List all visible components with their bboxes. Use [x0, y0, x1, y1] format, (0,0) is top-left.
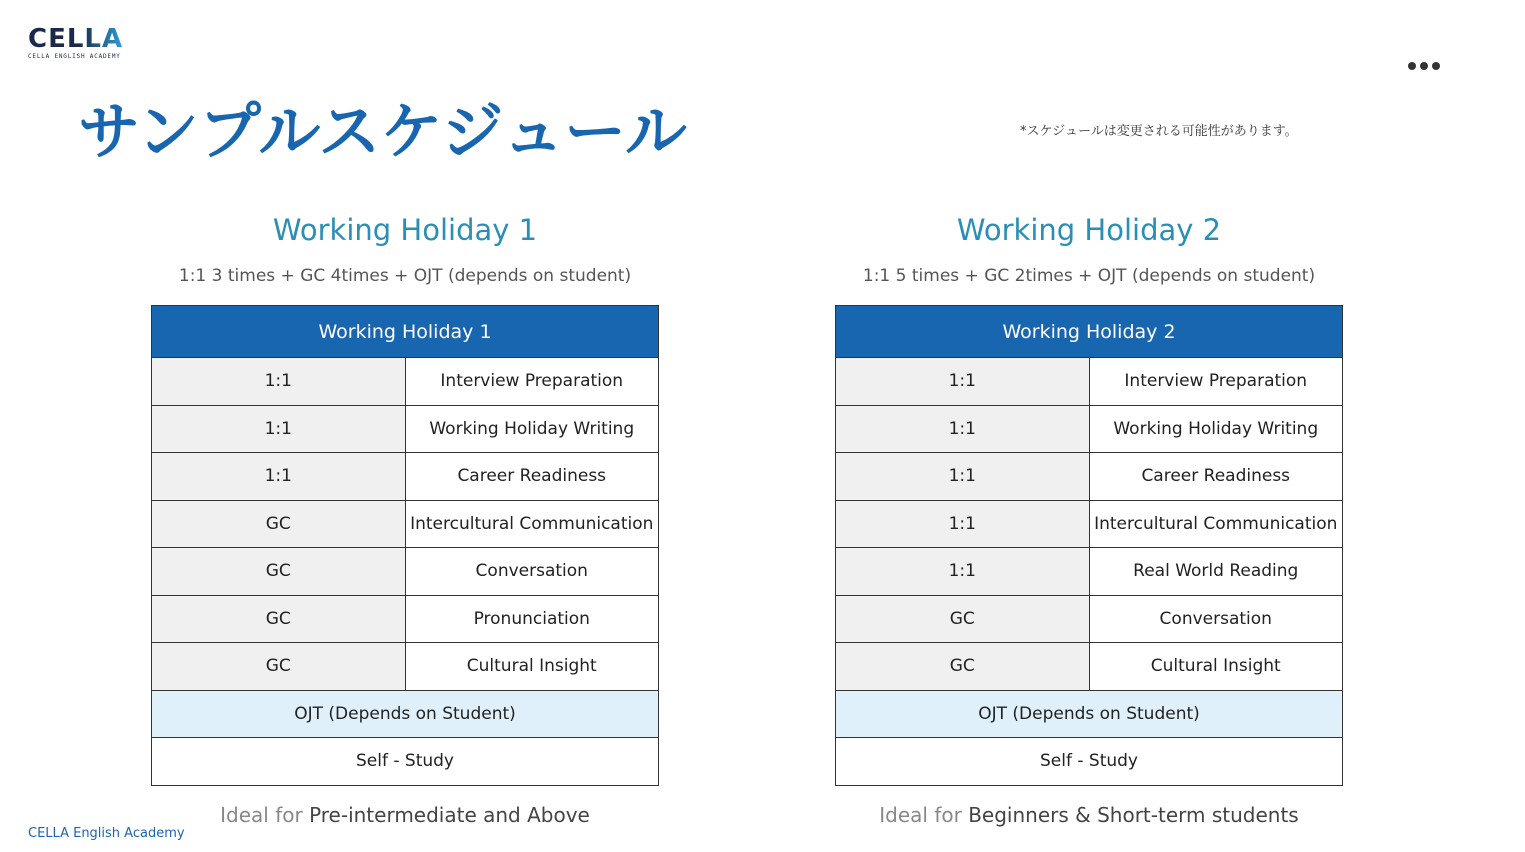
- class-type: GC: [152, 548, 406, 596]
- class-type: GC: [152, 595, 406, 643]
- ojt-row: [152, 690, 659, 738]
- class-type: 1:1: [836, 453, 1090, 501]
- class-name: Cultural Insight: [405, 643, 659, 691]
- self-study-cell: Self - Study: [836, 738, 1343, 786]
- table-row: [152, 358, 659, 406]
- ojt-cell: OJT (Depends on Student): [152, 690, 659, 738]
- class-type: GC: [836, 595, 1090, 643]
- table-row: [836, 643, 1343, 691]
- more-horizontal-icon[interactable]: [1408, 62, 1440, 70]
- schedule-table: [835, 305, 1343, 786]
- class-name: Career Readiness: [405, 453, 659, 501]
- schedule-section-1: [151, 208, 659, 828]
- section-title: Working Holiday 2: [956, 213, 1222, 247]
- ideal-for: [151, 802, 659, 828]
- class-name: Conversation: [405, 548, 659, 596]
- class-type: 1:1: [836, 500, 1090, 548]
- dot: [1432, 62, 1440, 70]
- ideal-prefix: Ideal for: [879, 802, 962, 827]
- class-name: Real World Reading: [1089, 548, 1343, 596]
- class-type: 1:1: [152, 453, 406, 501]
- table-row: [152, 643, 659, 691]
- ideal-target: Pre-intermediate and Above: [309, 802, 590, 827]
- table-header: Working Holiday 1: [152, 306, 659, 358]
- class-name: Pronunciation: [405, 595, 659, 643]
- class-type: GC: [152, 643, 406, 691]
- section-subtitle: 1:1 5 times + GC 2times + OJT (depends on student): [862, 266, 1316, 286]
- class-name: Intercultural Communication: [405, 500, 659, 548]
- table-row: [152, 548, 659, 596]
- footer-text: CELLA English Academy: [28, 826, 185, 841]
- class-name: Working Holiday Writing: [1089, 405, 1343, 453]
- table-row: [836, 405, 1343, 453]
- section-subtitle: 1:1 3 times + GC 4times + OJT (depends on student): [178, 266, 632, 286]
- class-type: 1:1: [836, 358, 1090, 406]
- table-row: [152, 453, 659, 501]
- class-name: Interview Preparation: [405, 358, 659, 406]
- ideal-target: Beginners & Short-term students: [968, 802, 1299, 827]
- class-name: Cultural Insight: [1089, 643, 1343, 691]
- table-row: [836, 548, 1343, 596]
- class-name: Interview Preparation: [1089, 358, 1343, 406]
- schedule-section-2: [835, 208, 1343, 828]
- schedule-note: *スケジュールは変更される可能性があります。: [1020, 124, 1298, 139]
- table-header: Working Holiday 2: [836, 306, 1343, 358]
- logo-subtitle: CELLA ENGLISH ACADEMY: [28, 53, 121, 60]
- section-title: Working Holiday 1: [272, 213, 538, 247]
- class-name: Career Readiness: [1089, 453, 1343, 501]
- class-type: 1:1: [836, 405, 1090, 453]
- class-name: Working Holiday Writing: [405, 405, 659, 453]
- ojt-cell: OJT (Depends on Student): [836, 690, 1343, 738]
- logo-wordmark: CELLA: [28, 24, 124, 54]
- page-title: サンプルスケジュール: [78, 95, 687, 168]
- table-row: [152, 405, 659, 453]
- class-type: 1:1: [836, 548, 1090, 596]
- dot: [1420, 62, 1428, 70]
- dot: [1408, 62, 1416, 70]
- table-row: [152, 500, 659, 548]
- ideal-prefix: Ideal for: [220, 802, 303, 827]
- self-study-row: [152, 738, 659, 786]
- class-type: GC: [836, 643, 1090, 691]
- table-row: [836, 358, 1343, 406]
- class-name: Intercultural Communication: [1089, 500, 1343, 548]
- ideal-for: [835, 802, 1343, 828]
- table-row: [836, 500, 1343, 548]
- table-row: [152, 595, 659, 643]
- self-study-cell: Self - Study: [152, 738, 659, 786]
- table-row: [836, 595, 1343, 643]
- self-study-row: [836, 738, 1343, 786]
- class-name: Conversation: [1089, 595, 1343, 643]
- class-type: 1:1: [152, 405, 406, 453]
- table-row: [836, 453, 1343, 501]
- class-type: 1:1: [152, 358, 406, 406]
- class-type: GC: [152, 500, 406, 548]
- ojt-row: [836, 690, 1343, 738]
- logo: [28, 26, 123, 60]
- schedule-table: [151, 305, 659, 786]
